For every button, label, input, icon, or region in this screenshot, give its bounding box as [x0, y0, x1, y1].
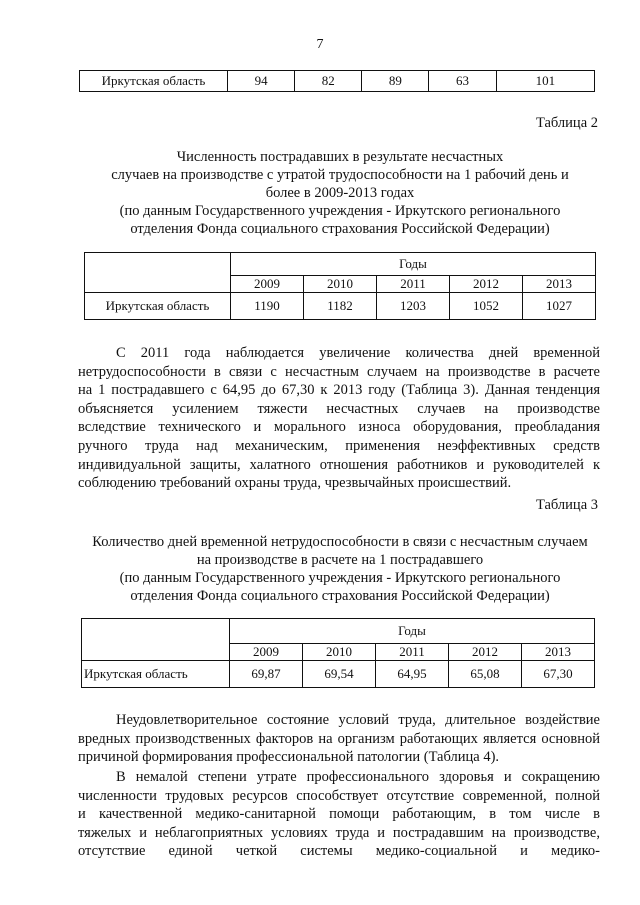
region-cell: Иркутская область: [80, 71, 228, 92]
paragraph-2: [78, 711, 600, 767]
title-line: случаев на производстве с утратой трудоспособности на 1 рабочий день и: [111, 167, 569, 183]
region-cell: Иркутская область: [85, 293, 231, 320]
years-header: Годы: [231, 253, 596, 276]
value-cell: 63: [429, 71, 496, 92]
table-row: [85, 293, 596, 320]
table-1-continuation: [79, 70, 595, 92]
text-line: нетрудоспособности в связи с несчастным случаем на производстве в расчете: [78, 363, 600, 380]
title-line: Численность пострадавших в результате несчастных: [176, 149, 504, 165]
region-cell: Иркутская область: [82, 661, 230, 688]
title-line: более в 2009-2013 годах: [265, 185, 415, 201]
table-row: [80, 71, 595, 92]
text-line: соблюдению требований охраны труда, чрезвычайных происшествий.: [78, 475, 512, 492]
table-2: [84, 252, 596, 320]
text-line: индивидуальной защиты, халатного отношения работников и руководителей к: [78, 456, 600, 473]
year-cell: 2012: [450, 276, 523, 293]
title-line: отделения Фонда социального страхования Российской Федерации): [130, 588, 550, 604]
title-line: (по данным Государственного учреждения - Иркутского регионального: [119, 203, 561, 219]
title-line: отделения Фонда социального страхования Российской Федерации): [130, 221, 550, 237]
text-line: объясняется усилением тяжести несчастных случаев на производстве: [78, 400, 600, 417]
year-cell: 2013: [523, 276, 596, 293]
value-cell: 94: [228, 71, 295, 92]
table-2-title: [60, 148, 620, 238]
value-cell: 1052: [450, 293, 523, 320]
year-cell: 2013: [522, 644, 595, 661]
text-line: тяжелых и неблагоприятных условиях труда и пострадавшим на производстве,: [78, 824, 600, 841]
year-cell: 2012: [449, 644, 522, 661]
year-cell: 2010: [304, 276, 377, 293]
text-line: вследствие технического и морального износа оборудования, преобладания: [78, 419, 600, 436]
value-cell: 69,87: [230, 661, 303, 688]
title-line: (по данным Государственного учреждения - Иркутского регионального: [119, 570, 561, 586]
page-number: 7: [316, 37, 324, 52]
table-row: [82, 661, 595, 688]
text-line: численности трудовых ресурсов способствует отсутствие современной, полной: [78, 787, 600, 804]
years-header: Годы: [230, 619, 595, 644]
text-line: ручного труда над механическим, применения неэффективных средств: [78, 437, 600, 454]
year-cell: 2009: [231, 276, 304, 293]
value-cell: 1027: [523, 293, 596, 320]
title-line: Количество дней временной нетрудоспособности в связи с несчастным случаем: [92, 534, 588, 550]
value-cell: 89: [362, 71, 429, 92]
year-cell: 2011: [377, 276, 450, 293]
text-line: Неудовлетворительное состояние условий труда, длительное воздействие: [116, 712, 600, 728]
text-line: С 2011 года наблюдается увеличение количества дней временной: [116, 345, 600, 361]
value-cell: 65,08: [449, 661, 522, 688]
value-cell: 67,30: [522, 661, 595, 688]
year-cell: 2009: [230, 644, 303, 661]
value-cell: 64,95: [376, 661, 449, 688]
text-line: причиной формирования профессиональной патологии (Таблица 4).: [78, 749, 500, 766]
paragraph-3: [78, 768, 600, 861]
paragraph-1: [78, 344, 600, 493]
text-line: отсутствие единой четкой системы медико-социальной и медико-: [78, 843, 600, 860]
empty-header-cell: [82, 619, 230, 661]
text-line: В немалой степени утрате профессионального здоровья и сокращению: [116, 769, 600, 785]
text-line: на 1 пострадавшего с 64,95 до 67,30 к 2013 году (Таблица 3). Данная тенденция: [78, 382, 600, 399]
value-cell: 1182: [304, 293, 377, 320]
table-3: [81, 618, 595, 688]
table-3-title: [60, 533, 620, 605]
value-cell: 101: [496, 71, 594, 92]
table-3-caption: Таблица 3: [535, 497, 598, 513]
table-2-caption: Таблица 2: [535, 115, 598, 131]
value-cell: 1203: [377, 293, 450, 320]
empty-header-cell: [85, 253, 231, 293]
value-cell: 82: [295, 71, 362, 92]
value-cell: 1190: [231, 293, 304, 320]
year-cell: 2010: [303, 644, 376, 661]
value-cell: 69,54: [303, 661, 376, 688]
title-line: на производстве в расчете на 1 пострадавшего: [196, 552, 484, 568]
year-cell: 2011: [376, 644, 449, 661]
text-line: вредных производственных факторов на организм работающих является основной: [78, 730, 600, 747]
text-line: и качественной медико-санитарной помощи работающим, в том числе в: [78, 806, 600, 823]
